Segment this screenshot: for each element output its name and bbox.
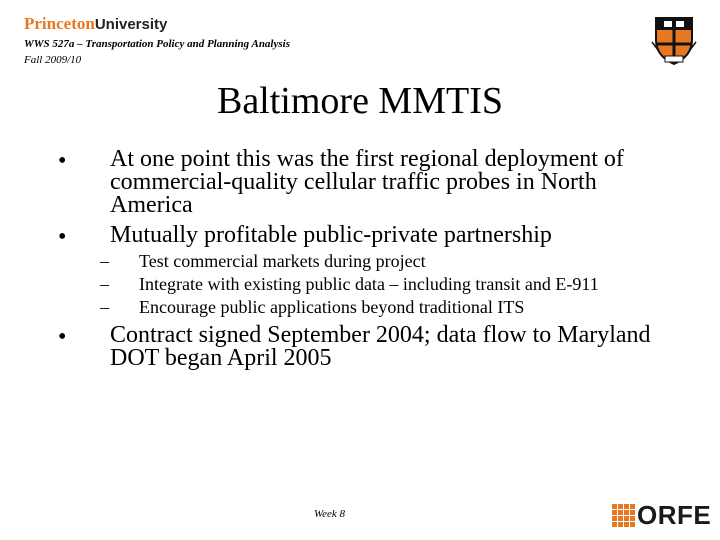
bullet-line: commercial-quality cellular traffic probes in North [110,169,597,195]
orfe-grid-icon [612,504,636,528]
university-name-part2: University [94,16,168,33]
term-label: Fall 2009/10 [24,54,82,66]
orfe-logo-text: ORFE [637,500,712,530]
bullet-line: Contract signed September 2004; data flow to Maryland [110,322,651,348]
sub-bullet-marker: – [100,251,109,271]
princeton-shield-icon [650,12,698,66]
bullet-line: Mutually profitable public-private partnership [110,222,552,248]
bullet-item [110,324,700,370]
week-label: Week 8 [314,508,346,520]
sub-bullet-item: Encourage public applications beyond traditional ITS [139,297,525,317]
bullet-item [110,148,700,217]
sub-bullet-marker: – [100,297,109,317]
university-name-part1: Princeton [24,14,95,33]
course-title: WWS 527a – Transportation Policy and Planning Analysis [24,38,290,50]
sub-bullet-item: Test commercial markets during project [139,251,426,271]
bullet-marker: • [58,324,67,350]
sub-bullet-marker: – [100,274,109,294]
university-logo [24,14,167,35]
sub-bullet-item: Integrate with existing public data – including transit and E-911 [139,274,599,294]
bullet-line: At one point this was the first regional deployment of [110,146,624,172]
bullet-line: America [110,192,193,218]
slide-title: Baltimore MMTIS [216,80,504,122]
bullet-line: DOT began April 2005 [110,345,332,371]
bullet-marker: • [58,148,67,174]
bullet-marker: • [58,224,67,250]
bullet-item [110,224,700,247]
